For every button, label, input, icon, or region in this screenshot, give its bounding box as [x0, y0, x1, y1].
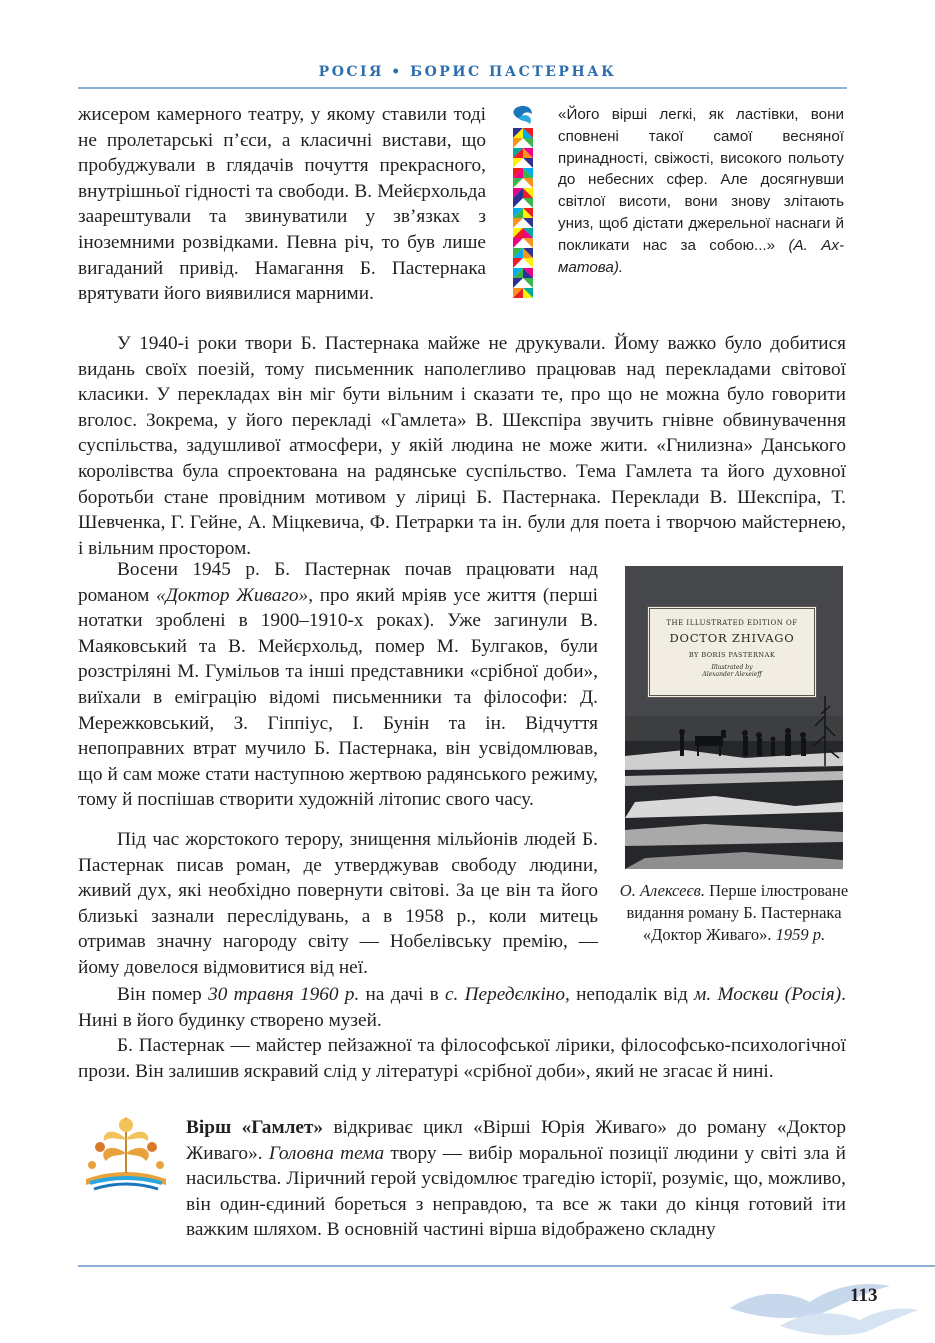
death-text-d: . Нині в його будинку створено музей.	[78, 984, 846, 1031]
quote-author: (А. Ахматова).	[558, 236, 844, 276]
running-title: РОСІЯ • БОРИС ПАСТЕРНАК	[318, 64, 617, 80]
swallows-decoration-icon	[720, 1268, 920, 1338]
quote-text: «Його вірші легкі, як ластівки, вони сповнені такої самої весняної принадності, свіжості, високого польоту до небесних сфер. Але досягнувши світлої висоти, вони знову злітають униз, щоб дістати джерельної наснаги й покликати нас за собою...»	[558, 106, 844, 254]
caption-year: 1959 р.	[775, 925, 826, 944]
footer-rule	[78, 1265, 935, 1267]
death-text-c: неподалік від	[569, 984, 695, 1005]
book-title: DOCTOR ZHIVAGO	[669, 631, 795, 645]
akhmatova-quote	[558, 104, 844, 278]
book-edition-line: THE ILLUSTRATED EDITION OF	[666, 619, 798, 627]
book-title-plate	[647, 606, 817, 698]
p1945-text-b: , про який мріяв усе життя (перші нотатки зроблені в 1900–1910-х роках). Уже загинули В. Маяковський та В. Мейєрхольд, помер М. Булгаков, були розстріляні М. Гумільов та інші представники «срібної доби», виїхали в еміграцію відомі письменники та філософи: Д. Мережковський, З. Гіппіус, І. Бунін та ін. Відчуття непоправних втрат мучило Б. Пастернака, він усвідомлював, що й сам може стати наступною жертвою радянського режиму, тому й поспішав створити художній літопис свого часу.	[78, 584, 598, 811]
novel-title: «Доктор Живаго»	[156, 584, 309, 606]
page-number: 113	[850, 1285, 878, 1306]
death-place: с. Передєлкіно,	[444, 984, 570, 1005]
hamlet-text-b: твору — вибір моральної позиції людини у світі зла й насильства. Ліричний герой усвідомлює трагедію історії, розуміє, що, можливо, він один-єдиний бореться з неправдою, та все ж таки до кінця готовий іти важким шляхом. В основній частині вірша відображено складну	[186, 1142, 846, 1241]
death-city: м. Москви (Росія)	[694, 984, 842, 1005]
caption-author: О. Алексеєв.	[619, 881, 705, 900]
paragraph-death	[78, 982, 846, 1033]
paragraph-terror: Під час жорстокого терору, знищення мільйонів людей Б. Пастернак писав роман, де утверджував свободу людини, живий дух, які необхідно повернути світові. За це він та його близькі зазнали переслідувань, а в 1958 р., коли митець отримав значну нагороду світу — Нобелівську премію, — йому довелося відмовитися від неї.	[78, 829, 598, 978]
death-text-a: Він помер	[117, 984, 209, 1005]
paragraph-1945	[78, 557, 598, 813]
p1945-text-a: Восени 1945 р. Б. Пастернак почав працювати над романом	[78, 559, 598, 606]
book-illustrated-by: Illustrated by	[711, 664, 753, 671]
ornament-strip-icon	[508, 104, 538, 304]
figure-caption	[612, 880, 856, 946]
paragraph-1940s: У 1940-і роки твори Б. Пастернака майже не друкували. Йому важко було добитися видань своїх поезій, тому письменник наполегливо працював над перекладами світової класики. У перекладах він міг бути вільним і сказати те, про що не можна було говорити вголос. Зокрема, у його перекладі «Гамлета» В. Шекспіра звучить гнівне обвинувачення суспільства, задушливої атмосфери, у якій людина не може жити. «Гнилизна» Данського королівства була спроектована на радянське суспільство. Тема Гамлета та його духовної боротьби стане провідним мотивом у ліриці Б. Пастернака. Переклади В. Шекспіра, Т. Шевченка, Г. Гейне, А. Міцкевича, Ф. Петрарки та ін. були для поета і творчою майстернею, і вільним простором.	[78, 333, 846, 559]
book-illustrator: Alexander Alexeieff	[702, 671, 762, 678]
book-author: BY BORIS PASTERNAK	[688, 651, 776, 659]
death-date: 30 травня 1960 р.	[208, 984, 360, 1005]
hamlet-text-a: відкриває цикл «Вірші Юрія Живаго» до роману «Доктор Живаго».	[186, 1117, 846, 1164]
book-cover-image	[625, 566, 843, 869]
header-rule	[78, 87, 847, 89]
death-text-b: на дачі в	[359, 984, 445, 1005]
hamlet-poem-title: Вірш «Гамлет»	[186, 1117, 324, 1138]
caption-text: Перше ілюстроване видання роману Б. Пастернака «Доктор Живаго».	[626, 881, 849, 944]
paragraph-hamlet-intro	[186, 1115, 846, 1243]
floral-book-ornament-icon	[78, 1113, 174, 1193]
paragraph-master: Б. Пастернак — майстер пейзажної та філософської лірики, філософсько-психологічної прози. Він залишив яскравий слід у літературі «срібної доби», який не згасає й нині.	[78, 1035, 846, 1082]
main-theme-label: Головна тема	[268, 1142, 385, 1164]
paragraph-meyerhold: жисером камерного театру, у якому ставили тоді не пролетарські п’єси, а класичні вистави, що пробуджували в глядачів почуття прекрасного, внутрішньої гідності та свободи. В. Мейєрхольда заарештували та звинуватили у зв’язках з іноземними розвідками. Певна річ, то був лише вигаданий привід. Намагання Б. Пастернака врятувати його виявилися марними.	[78, 104, 486, 305]
